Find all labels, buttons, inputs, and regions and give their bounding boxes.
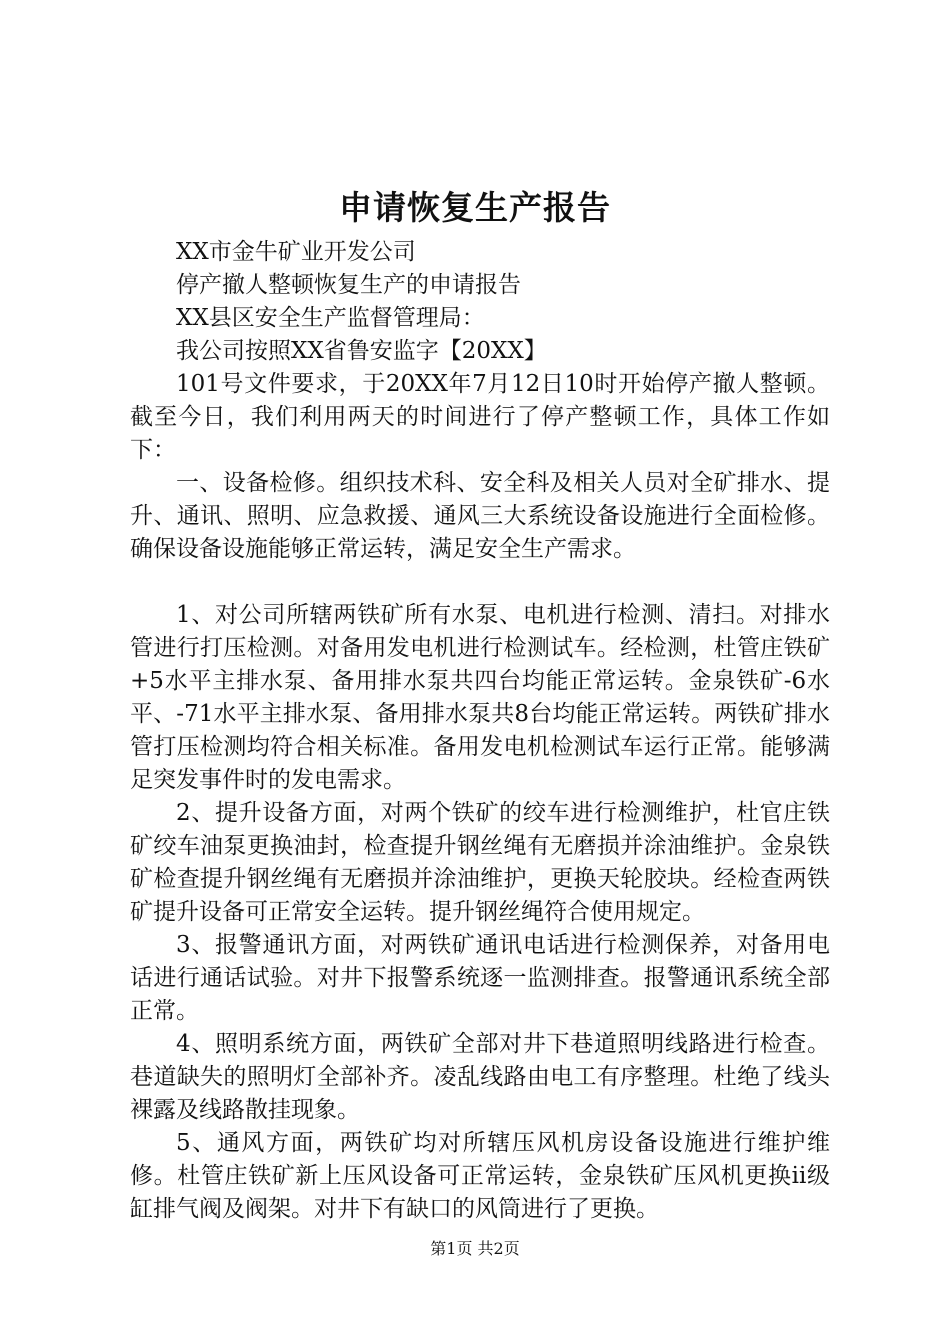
item-paragraph-drainage: 1、对公司所辖两铁矿所有水泵、电机进行检测、清扫。对排水管进行打压检测。对备用发电机进行检测试车。经检测，杜管庄铁矿+5水平主排水泵、备用排水泵共四台均能正常运转。金泉铁矿-6水平、-71水平主排水泵、备用排水泵共8台均能正常运转。两铁矿排水管打压检测均符合相关标准。备用发电机检测试车运行正常。能够满足突发事件时的发电需求。 [130,602,830,793]
section-heading-paragraph: 一、设备检修。组织技术科、安全科及相关人员对全矿排水、提升、通讯、照明、应急救援、通风三大系统设备设施进行全面检修。确保设备设施能够正常运转，满足安全生产需求。 [130,470,830,562]
recipient-line: XX县区安全生产监督管理局： [176,305,485,331]
report-subject-line: 停产撤人整顿恢复生产的申请报告 [176,272,521,298]
item-paragraph-lighting: 4、照明系统方面，两铁矿全部对井下巷道照明线路进行检查。巷道缺失的照明灯全部补齐。凌乱线路由电工有序整理。杜绝了线头裸露及线路散挂现象。 [130,1031,830,1123]
paragraph-gap [130,566,830,599]
company-name-line: XX市金牛矿业开发公司 [176,239,416,265]
page-number-footer: 第1页 共2页 [430,1239,520,1258]
item-paragraph-hoisting: 2、提升设备方面，对两个铁矿的绞车进行检测维护，杜官庄铁矿绞车油泵更换油封，检查提升钢丝绳有无磨损并涂油维护。金泉铁矿检查提升钢丝绳有无磨损并涂油维护，更换天轮胶块。经检查两铁矿提升设备可正常安全运转。提升钢丝绳符合使用规定。 [130,800,830,925]
document-title: 申请恢复生产报告 [339,188,611,227]
reference-line: 我公司按照XX省鲁安监字【20XX】 [176,338,547,364]
item-paragraph-ventilation: 5、通风方面，两铁矿均对所辖压风机房设备设施进行维护维修。杜管庄铁矿新上压风设备可正常运转，金泉铁矿压风机更换ii级缸排气阀及阀架。对井下有缺口的风筒进行了更换。 [130,1130,830,1222]
intro-paragraph: 101号文件要求，于20XX年7月12日10时开始停产撤人整顿。截至今日，我们利用两天的时间进行了停产整顿工作，具体工作如下： [130,371,830,463]
document-body [130,236,830,1226]
item-paragraph-communication: 3、报警通讯方面，对两铁矿通讯电话进行检测保养，对备用电话进行通话试验。对井下报警系统逐一监测排查。报警通讯系统全部正常。 [130,932,830,1024]
